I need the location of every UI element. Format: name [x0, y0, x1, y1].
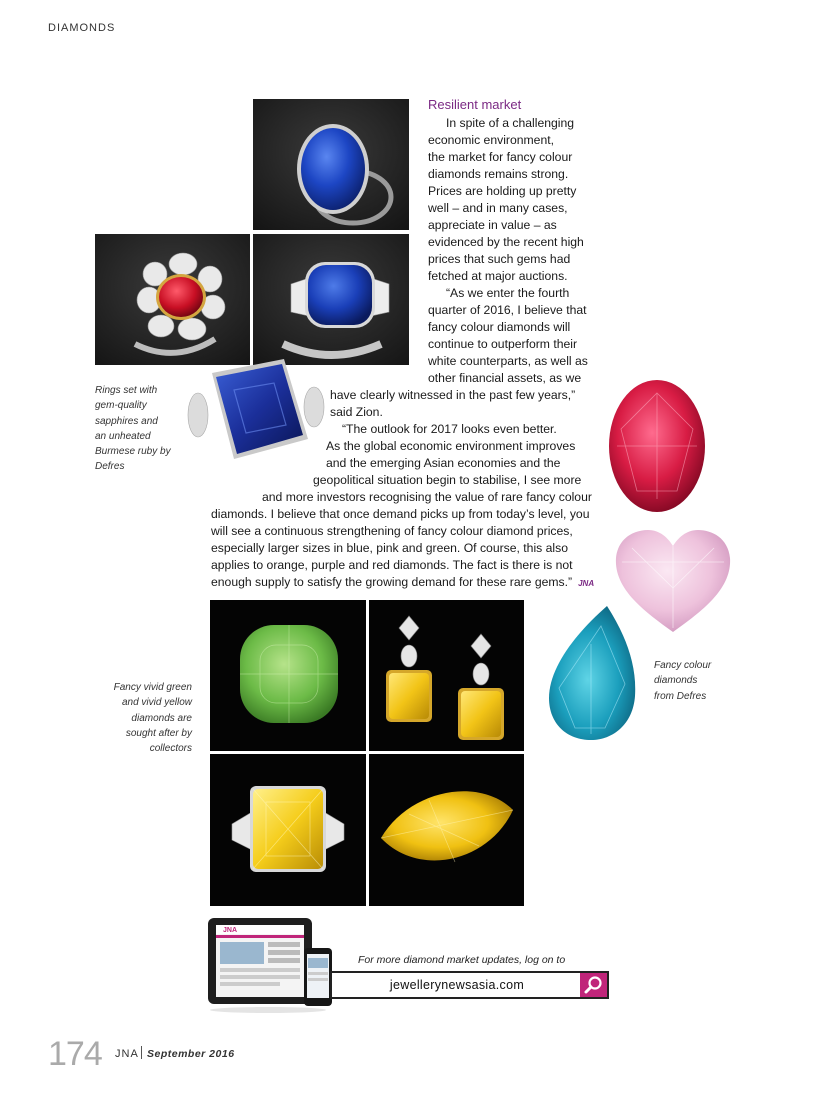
caption-line: Burmese ruby by: [95, 446, 171, 458]
body-line: the market for fancy colour: [428, 150, 573, 164]
body-line-last: [211, 574, 594, 592]
red-oval-diamond-image: [607, 379, 707, 514]
caption-line: Fancy vivid green: [113, 682, 192, 693]
body-line: diamonds remains strong.: [428, 167, 569, 181]
footer-divider: [141, 1046, 142, 1059]
green-diamond-photo: [210, 600, 366, 751]
caption-line: from Defres: [654, 690, 707, 702]
ruby-ring-photo: [95, 234, 250, 365]
body-line: white counterparts, as well as: [428, 354, 588, 368]
body-line: As the global economic environment improves: [326, 439, 576, 453]
body-line: diamonds. I believe that once demand picks up from today’s level, you: [211, 507, 590, 521]
cushion-sapphire-ring-image: [253, 234, 409, 365]
caption-line: Rings set with: [95, 385, 158, 396]
fancy-colour-caption: [654, 658, 711, 704]
body-line: and the emerging Asian economies and the: [326, 456, 561, 470]
sapphire-ring-image: [253, 99, 409, 230]
yellow-marquise-photo: [369, 754, 524, 906]
yellow-ring-photo: [210, 754, 366, 906]
ruby-ring-image: [95, 234, 250, 365]
body-line: quarter of 2016, I believe that: [428, 303, 587, 317]
yellow-diamond-earrings-image: [369, 600, 524, 751]
body-line: continue to outperform their: [428, 337, 578, 351]
body-line: economic environment,: [428, 133, 554, 147]
promo-text: For more diamond market updates, log on to: [358, 954, 566, 966]
yellow-marquise-diamond-image: [369, 754, 524, 906]
body-line: evidenced by the recent high: [428, 235, 584, 249]
footer-date: September 2016: [147, 1048, 235, 1060]
body-line: Prices are holding up pretty: [428, 184, 577, 198]
body-line: geopolitical situation begin to stabilise, I see more: [313, 473, 582, 487]
footer-magazine: JNA: [115, 1048, 139, 1060]
magnifier-icon: [580, 973, 607, 997]
caption-line: Fancy colour: [654, 660, 712, 671]
yellow-radiant-ring-image: [210, 754, 366, 906]
caption-line: collectors: [149, 743, 192, 755]
rings-caption: [95, 383, 171, 475]
caption-line: sapphires and: [95, 415, 158, 427]
body-line: other financial assets, as we: [428, 371, 582, 385]
body-line: have clearly witnessed in the past few years,”: [330, 388, 576, 402]
body-line: especially larger sizes in blue, pink and green. Of course, this also: [211, 541, 569, 555]
body-line: will see a continuous strengthening of fancy colour diamond prices,: [211, 524, 573, 538]
sapphire-ring-photo: [253, 99, 409, 230]
article-heading: Resilient market: [428, 97, 522, 112]
caption-line: diamonds: [654, 675, 698, 687]
body-line: In spite of a challenging: [446, 116, 575, 130]
body-line: and more investors recognising the value of rare fancy colour: [262, 490, 592, 504]
body-line: said Zion.: [330, 405, 383, 419]
caption-line: an unheated: [95, 430, 151, 442]
green-cushion-diamond-image: [210, 600, 366, 751]
tablet-logo: JNA: [223, 927, 238, 934]
yellow-earrings-photo: [369, 600, 524, 751]
caption-line: and vivid yellow: [121, 697, 192, 709]
cushion-sapphire-ring-photo: [253, 234, 409, 365]
body-line-text: enough supply to satisfy the growing demand for these rare gems.”: [211, 575, 573, 589]
jna-end-mark: JNA: [578, 579, 595, 588]
body-line: applies to orange, purple and red diamonds. The fact is there is not: [211, 558, 573, 572]
section-label: DIAMONDS: [48, 22, 116, 34]
url-field[interactable]: [330, 971, 609, 999]
body-line: fancy colour diamonds will: [428, 320, 571, 334]
body-line: prices that such gems had: [428, 252, 571, 266]
caption-line: diamonds are: [131, 712, 192, 724]
body-line: appreciate in value – as: [428, 218, 557, 232]
blue-pear-diamond-image: [545, 604, 639, 742]
body-line: fetched at major auctions.: [428, 269, 568, 283]
caption-line: gem-quality: [95, 400, 147, 412]
asscher-sapphire-ring-cutout: [182, 355, 334, 473]
body-line: “The outlook for 2017 looks even better.: [342, 422, 557, 436]
caption-line: Defres: [95, 461, 125, 473]
url-link[interactable]: jewellerynewsasia.com: [389, 978, 525, 992]
green-yellow-caption: [92, 680, 192, 756]
body-line: well – and in many cases,: [428, 201, 568, 215]
body-line: “As we enter the fourth: [446, 286, 570, 300]
search-button[interactable]: [580, 973, 607, 997]
page-number: 174: [48, 1035, 102, 1073]
caption-line: sought after by: [125, 727, 192, 739]
